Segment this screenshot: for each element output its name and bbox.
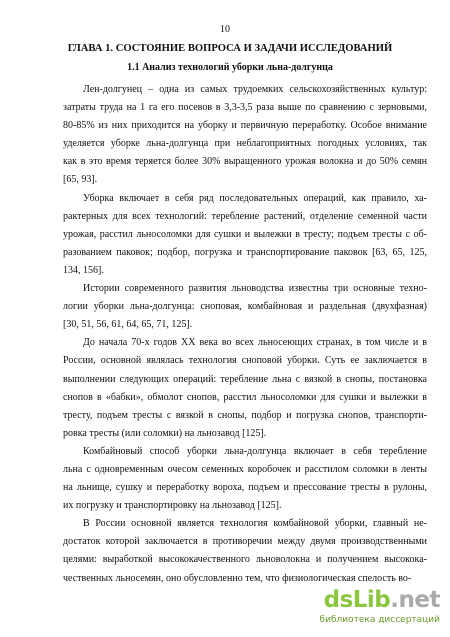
paragraph [63, 190, 427, 280]
chapter-title: ГЛАВА 1. СОСТОЯНИЕ ВОПРОСА И ЗАДАЧИ ИССЛЕДОВАНИЙ [67, 43, 393, 54]
text-line: выполнении следующих операций: теребление льна с вязкой в снопы, постановка [63, 373, 427, 385]
body-text [63, 81, 427, 588]
text-line: льна с одновременным очесом семенных коробочек и расстилом соломки в ленты [63, 463, 427, 475]
text-line: До начала 70-х годов XX века во всех льносеющих странах, в том числе и в [83, 337, 427, 349]
paragraph [63, 280, 427, 334]
text-line: чественных льносемян, оно обусловленно тем, что физиологическая спелость во- [63, 572, 412, 584]
text-line: их погрузку и транспортировку на льнозавод [125]. [63, 500, 282, 512]
text-line: ровка тресты (или соломки) на льнозавод [125]. [63, 427, 267, 439]
text-line: Комбайновый способ уборки льна-долгунца включает в себя теребление [83, 445, 427, 457]
text-line: уделяется уборке льна-долгунца при неблагоприятных погодных условиях, так [63, 138, 427, 150]
text-line: тресту, подъем тресты с вязкой в снопы, подбор и погрузка снопов, транспорти- [63, 409, 427, 421]
dslib-watermark [280, 587, 440, 629]
paragraph [63, 443, 427, 515]
text-line: затраты труда на 1 га его посевов в 3,3-3,5 раза выше по сравнению с зерновыми, [63, 102, 427, 114]
paragraph [63, 334, 427, 443]
text-line: разованием паковок; подбор, погрузка и транспортирование паковок [63, 65, 125, [63, 246, 427, 258]
text-line: урожая, расстил льносоломки для сушки и вылежки в тресту; подъем тресты с об- [63, 228, 427, 240]
text-line: на льнище, сушку и переработку вороха, подъем и прессование тресты в рулоны, [63, 482, 427, 494]
text-line: В России основной является технология комбайновой уборки, главный не- [83, 518, 427, 530]
text-line: 80-85% из них приходится на уборку и первичную переработку. Особое внимание [63, 120, 427, 132]
text-line: России, основной являлась технология сноповой уборки. Суть ее заключается в [63, 355, 427, 367]
paragraph [63, 515, 427, 587]
watermark-caption: библиотека диссертаций [319, 615, 440, 625]
text-line: как в это время теряется более 30% выращенного урожая волокна и до 50% семян [63, 156, 427, 168]
text-line: Лен-долгунец – одна из самых трудоемких сельскохозяйственных культур: [83, 84, 427, 95]
text-line: достаток которой заключается в противоречии между двумя производственными [63, 536, 427, 548]
paragraph [63, 81, 427, 190]
text-line: логии уборки льна-долгунца: сноповая, комбайновая и раздельная (двухфазная) [63, 301, 427, 313]
text-line: целями: выработкой высококачественного льноволокна и получением высокока- [63, 554, 427, 566]
watermark-logo-text: dsLib.net [323, 587, 440, 613]
text-line: [65, 93]. [63, 174, 98, 186]
text-line: рактерных для всех технологий: теребление растений, отделение семенной части [63, 210, 427, 222]
text-line: Уборка включает в себя ряд последовательных операций, как правило, ха- [83, 192, 427, 204]
text-line: [30, 51, 56, 61, 64, 65, 71, 125]. [63, 319, 193, 331]
text-line: снопов в «бабки», обмолот снопов, расстил льносоломки для сушки и вылежки в [63, 391, 427, 403]
text-line: 134, 156]. [63, 264, 104, 276]
page-number: 10 [220, 24, 230, 35]
text-line: Истории современного развития льноводства известны три основные техно- [83, 283, 427, 295]
section-title: 1.1 Анализ технологий уборки льна-долгунца [127, 62, 333, 73]
